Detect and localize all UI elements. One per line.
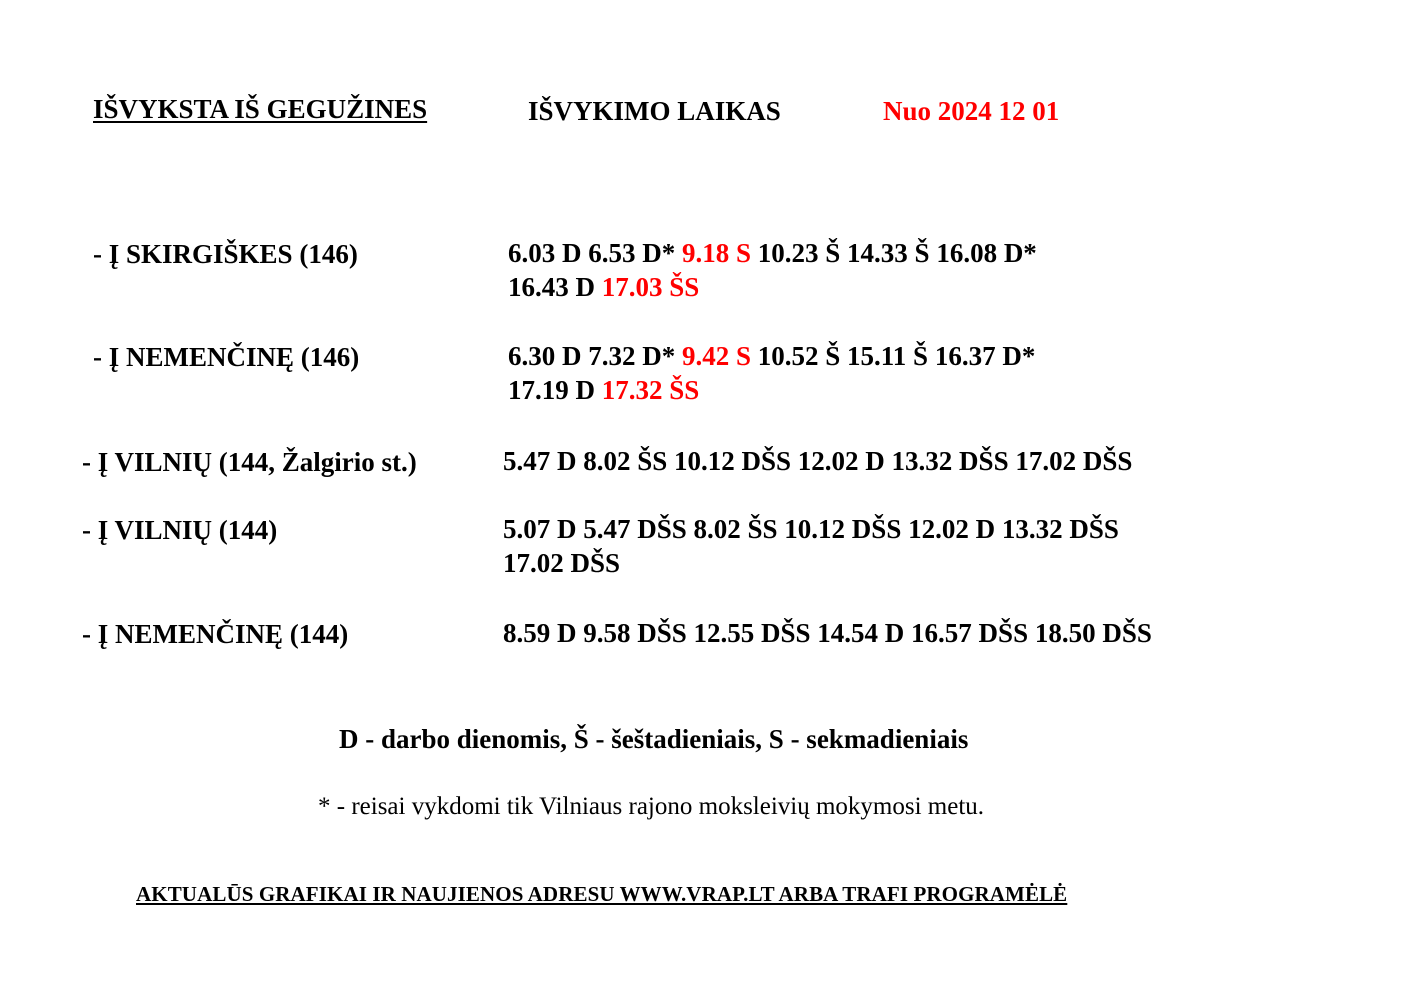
time-text: 8.59 D 9.58 DŠS 12.55 DŠS 14.54 D 16.57 DŠS 18.50 DŠS — [503, 618, 1152, 648]
route-label: - Į VILNIŲ (144) — [82, 515, 278, 545]
route-times — [503, 512, 1119, 580]
departure-time-heading: IŠVYKIMO LAIKAS — [528, 96, 781, 126]
time-text: 17.19 D — [508, 375, 602, 405]
valid-from-date: Nuo 2024 12 01 — [883, 96, 1060, 126]
route-label: - Į SKIRGIŠKES (146) — [93, 239, 358, 269]
note-text: * - reisai vykdomi tik Vilniaus rajono moksleivių mokymosi metu. — [318, 793, 985, 820]
time-text: 10.52 Š 15.11 Š 16.37 D* — [751, 341, 1036, 371]
route-label: - Į NEMENČINĘ (144) — [82, 619, 349, 649]
times-line — [508, 373, 1035, 407]
time-text: 16.43 D — [508, 272, 602, 302]
time-text: 5.47 D 8.02 ŠS 10.12 DŠS 12.02 D 13.32 DŠS 17.02 DŠS — [503, 446, 1133, 476]
legend-text: D - darbo dienomis, Š - šeštadieniais, S - sekmadieniais — [339, 724, 969, 754]
time-text: 6.30 D 7.32 D* — [508, 341, 682, 371]
route-times — [503, 616, 1152, 650]
time-text: 5.07 D 5.47 DŠS 8.02 ŠS 10.12 DŠS 12.02 D 13.32 DŠS — [503, 514, 1119, 544]
route-times — [503, 444, 1132, 478]
time-text: 6.03 D 6.53 D* — [508, 238, 682, 268]
times-line — [508, 270, 1037, 304]
times-line — [508, 236, 1037, 270]
route-times — [508, 339, 1035, 407]
time-highlight: 17.03 ŠS — [601, 272, 700, 302]
times-line — [508, 339, 1035, 373]
footer-link-text: AKTUALŪS GRAFIKAI IR NAUJIENOS ADRESU WWW.VRAP.LT ARBA TRAFI PROGRAMĖLĖ — [136, 882, 1068, 906]
departs-from-heading: IŠVYKSTA IŠ GEGUŽINES — [93, 94, 428, 124]
times-line — [503, 512, 1119, 546]
time-text: 17.02 DŠS — [503, 548, 621, 578]
route-times — [508, 236, 1037, 304]
route-label: - Į VILNIŲ (144, Žalgirio st.) — [82, 447, 417, 477]
times-line — [503, 444, 1132, 478]
time-text: 10.23 Š 14.33 Š 16.08 D* — [751, 238, 1037, 268]
time-highlight: 9.18 S — [682, 238, 752, 268]
route-label: - Į NEMENČINĘ (146) — [93, 342, 360, 372]
time-highlight: 9.42 S — [682, 341, 752, 371]
time-highlight: 17.32 ŠS — [601, 375, 700, 405]
times-line — [503, 616, 1152, 650]
times-line — [503, 546, 1119, 580]
